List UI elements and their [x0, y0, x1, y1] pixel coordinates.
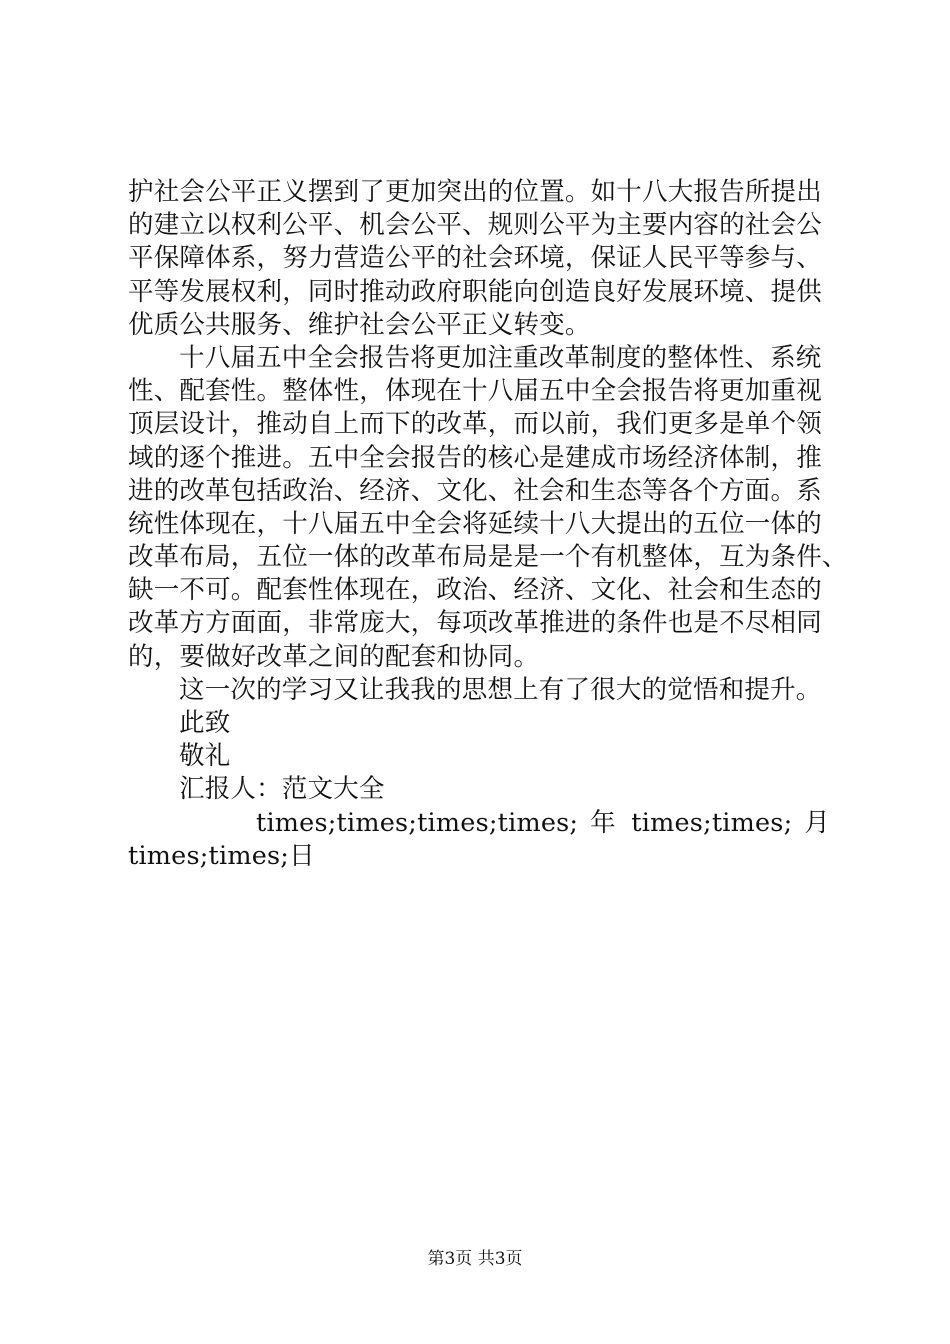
paragraph-line: 护社会公平正义摆到了更加突出的位置。如十八大报告所提出	[128, 177, 822, 207]
date-line: times;times;times;times; 年 times;times; 月	[256, 807, 830, 838]
paragraph-line: 顶层设计，推动自上而下的改革，而以前，我们更多是单个领	[128, 409, 822, 440]
paragraph-line: 改革方方面面，非常庞大，每项改革推进的条件也是不尽相同	[128, 608, 822, 639]
paragraph-line: 域的逐个推进。五中全会报告的核心是建成市场经济体制，推	[128, 442, 822, 473]
reporter-signature: 汇报人：范文大全	[179, 774, 385, 805]
paragraph-line: 性、配套性。整体性，体现在十八届五中全会报告将更加重视	[128, 376, 822, 407]
paragraph-line: 改革布局，五位一体的改革布局是是一个有机整体，互为条件、	[128, 542, 848, 573]
document-body	[128, 176, 848, 873]
date-line-continued: times;times;日	[128, 840, 315, 871]
paragraph-line: 这一次的学习又让我我的思想上有了很大的觉悟和提升。	[179, 674, 822, 705]
paragraph-line: 的建立以权利公平、机会公平、规则公平为主要内容的社会公	[128, 210, 822, 241]
page-footer: 第3页 共3页	[427, 1249, 523, 1269]
closing: 敬礼	[179, 741, 231, 772]
paragraph-line: 优质公共服务、维护社会公平正义转变。	[128, 309, 591, 340]
paragraph-line: 十八届五中全会报告将更加注重改革制度的整体性、系统	[179, 342, 822, 373]
paragraph-line: 统性体现在，十八届五中全会将延续十八大提出的五位一体的	[128, 508, 822, 539]
paragraph-line: 平等发展权利，同时推动政府职能向创造良好发展环境、提供	[128, 276, 822, 307]
paragraph-line: 的，要做好改革之间的配套和协同。	[128, 641, 540, 672]
paragraph-line: 进的改革包括政治、经济、文化、社会和生态等各个方面。系	[128, 475, 822, 506]
paragraph-line: 缺一不可。配套性体现在，政治、经济、文化、社会和生态的	[128, 575, 822, 606]
salutation: 此致	[179, 708, 231, 738]
paragraph-line: 平保障体系，努力营造公平的社会环境，保证人民平等参与、	[128, 243, 822, 274]
